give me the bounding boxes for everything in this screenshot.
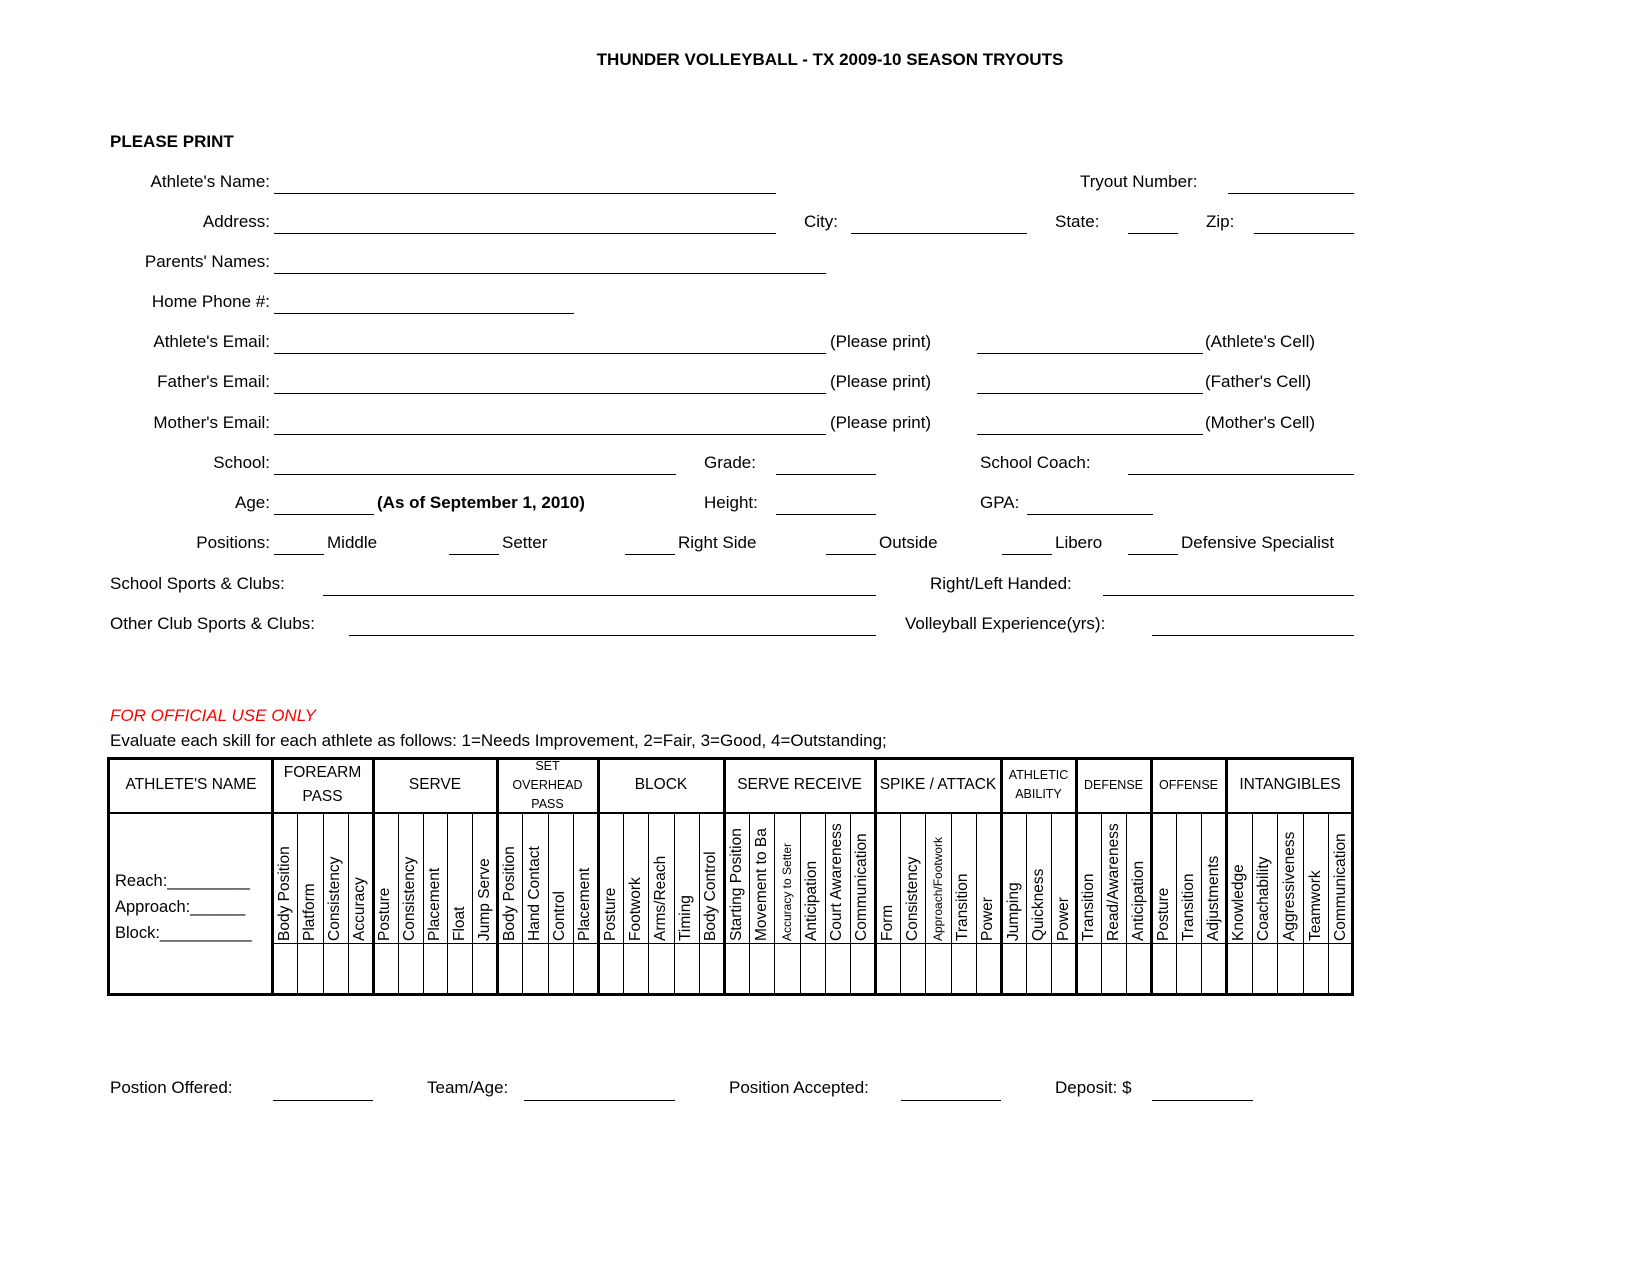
tryout-number-field[interactable] (1228, 193, 1354, 194)
athlete-email-label: Athlete's Email: (153, 332, 270, 351)
skill-column-header (447, 815, 472, 943)
skill-column-header (423, 815, 448, 943)
group-header-athletic-ability: ATHLETIC ABILITY (1008, 768, 1069, 801)
score-cell[interactable] (825, 945, 850, 994)
positions-label: Positions: (196, 533, 270, 552)
skill-divider (1303, 813, 1304, 996)
skill-column-header (522, 815, 547, 943)
skill-divider (297, 813, 298, 996)
skill-column-header (1303, 815, 1329, 943)
skill-label: Control (551, 891, 569, 941)
skill-column-header (1051, 815, 1076, 943)
skill-divider (1201, 813, 1202, 996)
position-setter-checkbox[interactable] (449, 554, 499, 555)
score-cell[interactable] (447, 945, 472, 994)
skill-column-header (373, 815, 398, 943)
position-accepted-label: Position Accepted: (729, 1078, 869, 1097)
skill-divider (472, 813, 473, 996)
skill-label: Knowledge (1229, 864, 1247, 941)
skill-column-header (573, 815, 598, 943)
score-cell[interactable] (724, 945, 749, 994)
skill-divider (1101, 813, 1102, 996)
score-cell[interactable] (1126, 945, 1151, 994)
skill-column-header (850, 815, 875, 943)
skill-column-header (1101, 815, 1126, 943)
skill-column-header (348, 815, 373, 943)
skill-column-header (272, 815, 297, 943)
skill-label: Posture (376, 887, 394, 941)
skill-label: Form (878, 904, 896, 941)
skill-divider (522, 813, 523, 996)
father-email-note: (Please print) (830, 372, 932, 391)
school-coach-field[interactable] (1128, 474, 1354, 475)
team-age-field[interactable] (524, 1100, 675, 1101)
skill-label: Read/Awareness (1104, 823, 1122, 941)
skill-divider (573, 813, 574, 996)
other-club-sports-label: Other Club Sports & Clubs: (110, 614, 316, 633)
height-label: Height: (704, 493, 758, 512)
address-field[interactable] (274, 233, 776, 234)
skill-label: Adjustments (1204, 855, 1222, 941)
skill-label: Posture (1154, 887, 1172, 941)
skill-column-header (724, 815, 749, 943)
score-cell[interactable] (472, 945, 497, 994)
group-header-defense: DEFENSE (1083, 777, 1144, 792)
skill-divider (447, 813, 448, 996)
skill-label: Arms/Reach (651, 855, 669, 941)
skill-label: Footwork (626, 877, 644, 941)
score-cell[interactable] (648, 945, 673, 994)
skill-column-header (749, 815, 774, 943)
score-cell[interactable] (1252, 945, 1278, 994)
score-cell[interactable] (1226, 945, 1252, 994)
skill-label: Placement (576, 867, 594, 941)
group-header-intangibles: INTANGIBLES (1239, 776, 1341, 793)
score-cell[interactable] (699, 945, 724, 994)
score-cell[interactable] (497, 945, 522, 994)
position-defensive-specialist-checkbox[interactable] (1128, 554, 1178, 555)
skill-divider (323, 813, 324, 996)
parents-names-label: Parents' Names: (144, 252, 270, 271)
skill-divider (1277, 813, 1278, 996)
position-outside-checkbox[interactable] (826, 554, 876, 555)
athlete-name-label: Athlete's Name: (150, 172, 270, 191)
other-club-sports-field[interactable] (349, 635, 876, 636)
gpa-label: GPA: (980, 493, 1020, 512)
skill-divider (951, 813, 952, 996)
reach-field[interactable]: Reach:_________ (115, 872, 250, 890)
skill-label: Quickness (1029, 868, 1047, 941)
skill-column-header (825, 815, 850, 943)
parents-names-field[interactable] (274, 273, 826, 274)
skill-column-header (548, 815, 573, 943)
deposit-label: Deposit: $ (1055, 1078, 1132, 1097)
score-cell[interactable] (398, 945, 423, 994)
position-middle-checkbox[interactable] (274, 554, 324, 555)
state-label: State: (1055, 212, 1100, 231)
score-cell[interactable] (875, 945, 900, 994)
score-cell[interactable] (951, 945, 976, 994)
school-field[interactable] (274, 474, 676, 475)
skill-divider (674, 813, 675, 996)
group-header-offense: OFFENSE (1158, 777, 1219, 792)
athlete-cell-label: (Athlete's Cell) (1205, 332, 1316, 351)
zip-label: Zip: (1206, 212, 1235, 231)
score-cell[interactable] (749, 945, 774, 994)
skill-label: Communication (1332, 833, 1350, 941)
position-accepted-field[interactable] (901, 1100, 1001, 1101)
skill-label: Anticipation (803, 860, 821, 941)
position-defensive-specialist-label: Defensive Specialist (1181, 533, 1335, 552)
score-cell[interactable] (1201, 945, 1226, 994)
skill-column-header (648, 815, 673, 943)
skill-column-header (800, 815, 825, 943)
handedness-field[interactable] (1103, 595, 1354, 596)
skill-label: Accuracy (351, 877, 369, 941)
skill-divider (623, 813, 624, 996)
home-phone-field[interactable] (274, 313, 574, 314)
father-cell-label: (Father's Cell) (1205, 372, 1312, 391)
athlete-email-field[interactable] (274, 353, 826, 354)
score-cell[interactable] (774, 945, 799, 994)
skill-label: Consistency (326, 856, 344, 941)
skill-label: Body Position (500, 846, 518, 941)
score-cell[interactable] (1101, 945, 1126, 994)
team-age-label: Team/Age: (427, 1078, 509, 1097)
skill-divider (976, 813, 977, 996)
score-cell[interactable] (674, 945, 699, 994)
group-header-spike-attack: SPIKE / ATTACK (879, 776, 997, 793)
skill-label: Power (979, 897, 997, 941)
skill-label: Coachability (1255, 856, 1273, 941)
score-cell[interactable] (1328, 945, 1354, 994)
skill-column-header (1001, 815, 1026, 943)
skill-label: Movement to Ba (752, 828, 770, 941)
skill-label: Transition (1179, 873, 1197, 941)
skill-divider (1328, 813, 1329, 996)
score-cell[interactable] (297, 945, 322, 994)
skill-divider (850, 813, 851, 996)
mother-email-field[interactable] (274, 434, 826, 435)
school-sports-label: School Sports & Clubs: (110, 574, 285, 593)
score-cell[interactable] (976, 945, 1001, 994)
athlete-email-note: (Please print) (830, 332, 932, 351)
age-note: (As of September 1, 2010) (377, 493, 585, 512)
skill-divider (1176, 813, 1177, 996)
skill-column-header (1226, 815, 1252, 943)
skill-label: Timing (677, 895, 695, 941)
grade-field[interactable] (776, 474, 876, 475)
skill-label: Aggressiveness (1280, 831, 1298, 941)
score-cell[interactable] (373, 945, 398, 994)
skill-label: Consistency (401, 856, 419, 941)
skill-label: Starting Position (727, 828, 745, 941)
score-cell[interactable] (1303, 945, 1329, 994)
home-phone-label: Home Phone #: (151, 292, 270, 311)
group-header-serve-receive: SERVE RECEIVE (737, 776, 862, 793)
school-coach-label: School Coach: (980, 453, 1091, 472)
skill-column-header (1252, 815, 1278, 943)
skill-label: Consistency (903, 856, 921, 941)
score-cell[interactable] (548, 945, 573, 994)
score-cell[interactable] (925, 945, 950, 994)
score-cell[interactable] (1076, 945, 1101, 994)
skill-column-header (398, 815, 423, 943)
score-cell[interactable] (522, 945, 547, 994)
athlete-name-header: ATHLETE'S NAME (125, 776, 257, 793)
position-middle-label: Middle (327, 533, 378, 552)
group-header-block: BLOCK (634, 776, 688, 793)
score-cell[interactable] (348, 945, 373, 994)
skill-divider (648, 813, 649, 996)
skill-divider (1252, 813, 1253, 996)
skill-column-header (472, 815, 497, 943)
skill-label: Transition (1079, 873, 1097, 941)
score-cell[interactable] (1001, 945, 1026, 994)
skill-divider (548, 813, 549, 996)
school-label: School: (213, 453, 270, 472)
skill-column-header (875, 815, 900, 943)
skill-column-header (1076, 815, 1101, 943)
skill-column-header (323, 815, 348, 943)
school-sports-field[interactable] (323, 595, 876, 596)
skill-column-header (699, 815, 724, 943)
skill-label: Teamwork (1306, 870, 1324, 941)
gpa-field[interactable] (1027, 514, 1153, 515)
skill-divider (699, 813, 700, 996)
skill-label: Jump Serve (475, 858, 493, 941)
father-cell-field[interactable] (977, 393, 1203, 394)
position-setter-label: Setter (502, 533, 548, 552)
skill-divider (900, 813, 901, 996)
skill-divider (749, 813, 750, 996)
position-outside-label: Outside (879, 533, 938, 552)
skill-column-header (774, 815, 799, 943)
skill-column-header (297, 815, 322, 943)
zip-field[interactable] (1254, 233, 1354, 234)
score-cell[interactable] (1151, 945, 1176, 994)
state-field[interactable] (1128, 233, 1178, 234)
block-field[interactable]: Block:__________ (115, 924, 252, 942)
skill-divider (423, 813, 424, 996)
skill-divider (1026, 813, 1027, 996)
approach-field[interactable]: Approach:______ (115, 898, 246, 916)
form-title: THUNDER VOLLEYBALL - TX 2009-10 SEASON TRYOUTS (596, 50, 1064, 69)
volleyball-experience-label: Volleyball Experience(yrs): (905, 614, 1106, 633)
athlete-measurements (115, 868, 252, 946)
skill-divider (1051, 813, 1052, 996)
evaluation-instructions: Evaluate each skill for each athlete as follows: 1=Needs Improvement, 2=Fair, 3=Good, 4=Outstanding; (110, 731, 887, 750)
position-offered-field[interactable] (273, 1100, 373, 1101)
skill-column-header (1201, 815, 1226, 943)
skill-label: Jumping (1004, 882, 1022, 941)
skill-label: Court Awareness (828, 823, 846, 941)
please-print-header: PLEASE PRINT (110, 132, 234, 151)
table-label-divider (272, 943, 1354, 944)
score-cell[interactable] (1051, 945, 1076, 994)
mother-email-label: Mother's Email: (153, 413, 270, 432)
skill-label: Platform (300, 883, 318, 941)
age-field[interactable] (274, 514, 374, 515)
group-header-set-overhead-pass: SET OVERHEAD PASS (512, 758, 583, 811)
skill-label: Body Control (702, 851, 720, 941)
father-email-field[interactable] (274, 393, 826, 394)
skill-column-header (1328, 815, 1354, 943)
skill-label: Transition (954, 873, 972, 941)
volleyball-experience-field[interactable] (1152, 635, 1354, 636)
score-cell[interactable] (850, 945, 875, 994)
father-email-label: Father's Email: (157, 372, 270, 391)
address-label: Address: (202, 212, 270, 231)
skill-divider (348, 813, 349, 996)
age-label: Age: (235, 493, 270, 512)
skill-column-header (1176, 815, 1201, 943)
athlete-cell-field[interactable] (977, 353, 1203, 354)
official-use-header: FOR OFFICIAL USE ONLY (110, 706, 316, 725)
skill-divider (398, 813, 399, 996)
skill-column-header (925, 815, 950, 943)
score-cell[interactable] (272, 945, 297, 994)
skill-label: Accuracy to Setter (779, 842, 794, 941)
athlete-name-field[interactable] (274, 193, 776, 194)
skill-column-header (598, 815, 623, 943)
skill-column-header (976, 815, 1001, 943)
skill-label: Body Position (275, 846, 293, 941)
skill-label: Float (450, 906, 468, 941)
group-header-serve: SERVE (408, 776, 462, 793)
skill-column-header (1026, 815, 1051, 943)
skill-column-header (674, 815, 699, 943)
skill-divider (825, 813, 826, 996)
city-field[interactable] (851, 233, 1027, 234)
score-cell[interactable] (423, 945, 448, 994)
score-cell[interactable] (1277, 945, 1303, 994)
score-cell[interactable] (323, 945, 348, 994)
skill-column-header (1126, 815, 1151, 943)
skill-label: Placement (425, 867, 443, 941)
skill-column-header (900, 815, 925, 943)
skill-label: Communication (853, 833, 871, 941)
position-right-side-label: Right Side (678, 533, 757, 552)
mother-email-note: (Please print) (830, 413, 932, 432)
skill-column-header (1277, 815, 1303, 943)
skill-label: Approach/Footwork (930, 836, 945, 941)
deposit-field[interactable] (1152, 1100, 1253, 1101)
skill-label: Power (1054, 897, 1072, 941)
skill-divider (774, 813, 775, 996)
city-label: City: (804, 212, 838, 231)
skill-label: Posture (601, 887, 619, 941)
score-cell[interactable] (598, 945, 623, 994)
mother-cell-field[interactable] (977, 434, 1203, 435)
grade-label: Grade: (704, 453, 756, 472)
position-libero-label: Libero (1055, 533, 1103, 552)
score-cell[interactable] (900, 945, 925, 994)
skill-label: Hand Contact (525, 846, 543, 941)
mother-cell-label: (Mother's Cell) (1205, 413, 1315, 432)
tryout-number-label: Tryout Number: (1080, 172, 1198, 191)
score-cell[interactable] (573, 945, 598, 994)
skill-divider (800, 813, 801, 996)
group-header-forearm-pass: FOREARM PASS (283, 764, 362, 805)
score-cell[interactable] (800, 945, 825, 994)
position-right-side-checkbox[interactable] (625, 554, 675, 555)
position-offered-label: Postion Offered: (110, 1078, 233, 1097)
score-cell[interactable] (1026, 945, 1051, 994)
skill-column-header (1151, 815, 1176, 943)
skill-divider (1126, 813, 1127, 996)
skill-column-header (951, 815, 976, 943)
skill-divider (925, 813, 926, 996)
position-libero-checkbox[interactable] (1002, 554, 1052, 555)
score-cell[interactable] (623, 945, 648, 994)
handedness-label: Right/Left Handed: (930, 574, 1072, 593)
skill-label: Anticipation (1129, 860, 1147, 941)
height-field[interactable] (776, 514, 876, 515)
skill-column-header (497, 815, 522, 943)
score-cell[interactable] (1176, 945, 1201, 994)
skill-column-header (623, 815, 648, 943)
